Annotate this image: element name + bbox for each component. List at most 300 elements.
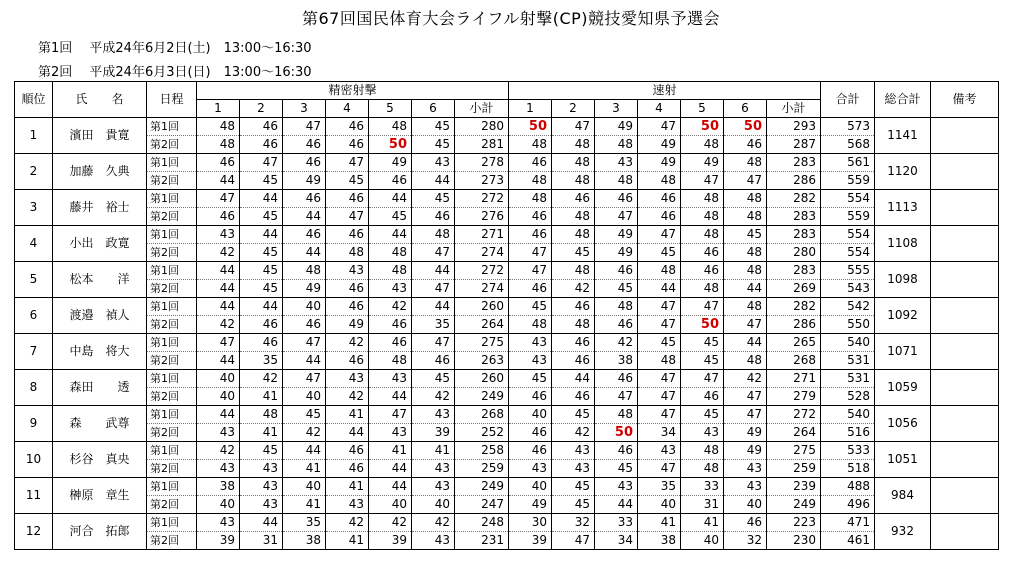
precision-subtotal: 281	[455, 136, 509, 154]
precision-score: 43	[197, 460, 240, 478]
total-cell: 554	[821, 190, 875, 208]
grand-total-cell: 1108	[875, 226, 931, 262]
table-row	[15, 172, 999, 190]
precision-score: 44	[240, 226, 283, 244]
precision-subtotal: 249	[455, 388, 509, 406]
precision-score: 43	[326, 262, 369, 280]
name-cell: 河合 拓郎	[53, 514, 147, 550]
header-precision-1: 1	[197, 100, 240, 118]
rank-cell: 6	[15, 298, 53, 334]
day-cell: 第1回	[147, 442, 197, 460]
rapid-subtotal: 265	[767, 334, 821, 352]
rapid-score: 40	[509, 406, 552, 424]
precision-score: 46	[197, 208, 240, 226]
precision-subtotal: 260	[455, 298, 509, 316]
precision-score: 43	[369, 370, 412, 388]
total-cell: 496	[821, 496, 875, 514]
rapid-score: 48	[509, 190, 552, 208]
rapid-subtotal: 293	[767, 118, 821, 136]
rapid-score: 46	[552, 352, 595, 370]
day-cell: 第2回	[147, 172, 197, 190]
rapid-score: 45	[552, 478, 595, 496]
precision-score: 40	[412, 496, 455, 514]
precision-score: 47	[412, 244, 455, 262]
precision-score: 46	[369, 316, 412, 334]
remarks-cell	[931, 154, 999, 190]
grand-total-cell: 1051	[875, 442, 931, 478]
precision-score: 44	[283, 208, 326, 226]
rapid-score: 47	[724, 388, 767, 406]
rapid-score: 49	[595, 118, 638, 136]
rapid-score: 47	[724, 316, 767, 334]
remarks-cell	[931, 478, 999, 514]
rapid-subtotal: 282	[767, 190, 821, 208]
remarks-cell	[931, 334, 999, 370]
remarks-cell	[931, 406, 999, 442]
rapid-score: 45	[638, 244, 681, 262]
rapid-subtotal: 286	[767, 172, 821, 190]
table-row	[15, 298, 999, 316]
precision-score: 43	[412, 154, 455, 172]
precision-score: 45	[326, 172, 369, 190]
day-cell: 第2回	[147, 244, 197, 262]
rank-cell: 11	[15, 478, 53, 514]
grand-total-cell: 1113	[875, 190, 931, 226]
precision-score: 46	[197, 154, 240, 172]
rapid-score: 47	[552, 532, 595, 550]
precision-subtotal: 249	[455, 478, 509, 496]
table-row	[15, 316, 999, 334]
precision-score: 46	[326, 118, 369, 136]
precision-score: 40	[197, 388, 240, 406]
precision-score: 45	[283, 406, 326, 424]
precision-subtotal: 260	[455, 370, 509, 388]
precision-score: 46	[240, 334, 283, 352]
total-cell: 555	[821, 262, 875, 280]
rapid-score: 32	[552, 514, 595, 532]
precision-score: 47	[369, 406, 412, 424]
day-cell: 第2回	[147, 136, 197, 154]
table-row	[15, 154, 999, 172]
remarks-cell	[931, 190, 999, 226]
rapid-score: 47	[509, 262, 552, 280]
rapid-score: 43	[724, 460, 767, 478]
rapid-score: 48	[681, 208, 724, 226]
precision-score: 46	[326, 226, 369, 244]
precision-score: 48	[326, 244, 369, 262]
rapid-score: 48	[681, 280, 724, 298]
rapid-subtotal: 283	[767, 262, 821, 280]
precision-score: 48	[240, 406, 283, 424]
header-rapid-4: 4	[638, 100, 681, 118]
precision-score: 43	[412, 460, 455, 478]
total-cell: 461	[821, 532, 875, 550]
day-cell: 第2回	[147, 424, 197, 442]
rapid-score: 45	[681, 406, 724, 424]
rapid-score: 49	[595, 226, 638, 244]
rapid-score: 45	[595, 280, 638, 298]
rapid-score: 47	[638, 460, 681, 478]
rapid-score: 43	[595, 154, 638, 172]
precision-score: 41	[240, 388, 283, 406]
rapid-score: 43	[509, 352, 552, 370]
rapid-score: 50	[681, 118, 724, 136]
day-cell: 第1回	[147, 226, 197, 244]
rapid-score: 48	[724, 154, 767, 172]
rapid-score: 47	[681, 172, 724, 190]
rapid-subtotal: 223	[767, 514, 821, 532]
precision-score: 46	[369, 334, 412, 352]
precision-score: 45	[412, 118, 455, 136]
precision-score: 40	[283, 298, 326, 316]
rapid-score: 45	[552, 496, 595, 514]
table-row	[15, 334, 999, 352]
precision-score: 44	[369, 190, 412, 208]
rapid-score: 42	[552, 280, 595, 298]
precision-score: 43	[412, 478, 455, 496]
precision-score: 31	[240, 532, 283, 550]
rapid-subtotal: 283	[767, 208, 821, 226]
precision-score: 46	[240, 316, 283, 334]
grand-total-cell: 1092	[875, 298, 931, 334]
rapid-subtotal: 283	[767, 226, 821, 244]
precision-score: 46	[326, 190, 369, 208]
precision-score: 44	[283, 244, 326, 262]
day-cell: 第2回	[147, 316, 197, 334]
rapid-score: 48	[724, 352, 767, 370]
rapid-score: 44	[724, 280, 767, 298]
rapid-score: 50	[595, 424, 638, 442]
rapid-score: 41	[681, 514, 724, 532]
rapid-score: 46	[638, 208, 681, 226]
day-cell: 第1回	[147, 262, 197, 280]
precision-score: 46	[412, 352, 455, 370]
rapid-score: 46	[595, 370, 638, 388]
total-cell: 554	[821, 226, 875, 244]
remarks-cell	[931, 118, 999, 154]
page-title: 第67回国民体育大会ライフル射撃(CP)競技愛知県予選会	[301, 9, 721, 28]
precision-score: 44	[283, 442, 326, 460]
rapid-subtotal: 239	[767, 478, 821, 496]
day-cell: 第1回	[147, 118, 197, 136]
precision-score: 46	[326, 280, 369, 298]
rapid-score: 48	[681, 442, 724, 460]
rapid-score: 40	[509, 478, 552, 496]
precision-score: 47	[412, 334, 455, 352]
precision-score: 35	[240, 352, 283, 370]
rapid-score: 46	[595, 442, 638, 460]
remarks-cell	[931, 442, 999, 478]
precision-score: 48	[412, 226, 455, 244]
header-rank: 順位	[15, 82, 53, 118]
total-cell: 561	[821, 154, 875, 172]
rapid-score: 39	[509, 532, 552, 550]
precision-score: 44	[197, 280, 240, 298]
precision-score: 44	[412, 262, 455, 280]
precision-score: 35	[412, 316, 455, 334]
rapid-score: 35	[638, 478, 681, 496]
rapid-score: 47	[638, 298, 681, 316]
grand-total-cell: 1141	[875, 118, 931, 154]
precision-score: 47	[283, 370, 326, 388]
rapid-score: 48	[552, 208, 595, 226]
precision-score: 47	[283, 334, 326, 352]
precision-score: 40	[283, 478, 326, 496]
rapid-score: 46	[509, 442, 552, 460]
total-cell: 559	[821, 208, 875, 226]
precision-score: 44	[197, 406, 240, 424]
rapid-score: 43	[724, 478, 767, 496]
rank-cell: 4	[15, 226, 53, 262]
precision-score: 43	[369, 280, 412, 298]
rapid-score: 40	[638, 496, 681, 514]
precision-score: 46	[326, 298, 369, 316]
table-row	[15, 424, 999, 442]
precision-score: 39	[369, 532, 412, 550]
rapid-score: 48	[595, 298, 638, 316]
precision-score: 47	[326, 154, 369, 172]
precision-score: 44	[240, 190, 283, 208]
rapid-score: 48	[681, 226, 724, 244]
rapid-score: 48	[552, 172, 595, 190]
precision-score: 45	[412, 136, 455, 154]
table-row	[15, 388, 999, 406]
precision-score: 44	[369, 460, 412, 478]
precision-score: 44	[369, 388, 412, 406]
precision-score: 47	[197, 334, 240, 352]
precision-score: 43	[326, 370, 369, 388]
total-cell: 518	[821, 460, 875, 478]
rapid-score: 38	[638, 532, 681, 550]
header-precision-3: 3	[283, 100, 326, 118]
precision-subtotal: 248	[455, 514, 509, 532]
table-row	[15, 208, 999, 226]
precision-subtotal: 247	[455, 496, 509, 514]
precision-score: 42	[197, 442, 240, 460]
precision-score: 43	[240, 478, 283, 496]
table-row	[15, 244, 999, 262]
rapid-score: 43	[681, 424, 724, 442]
rapid-score: 45	[724, 226, 767, 244]
precision-score: 42	[326, 334, 369, 352]
rapid-score: 48	[552, 154, 595, 172]
precision-subtotal: 275	[455, 334, 509, 352]
rapid-score: 44	[552, 370, 595, 388]
precision-score: 48	[283, 262, 326, 280]
name-cell: 藤井 裕士	[53, 190, 147, 226]
rapid-subtotal: 279	[767, 388, 821, 406]
rapid-score: 48	[638, 352, 681, 370]
rapid-subtotal: 259	[767, 460, 821, 478]
day-cell: 第1回	[147, 514, 197, 532]
name-cell: 加藤 久典	[53, 154, 147, 190]
precision-score: 40	[283, 388, 326, 406]
day-cell: 第1回	[147, 334, 197, 352]
precision-score: 43	[412, 532, 455, 550]
rapid-score: 46	[509, 208, 552, 226]
rapid-score: 45	[595, 460, 638, 478]
table-row	[15, 532, 999, 550]
precision-score: 40	[369, 496, 412, 514]
rapid-score: 45	[681, 352, 724, 370]
precision-subtotal: 258	[455, 442, 509, 460]
rapid-score: 44	[724, 334, 767, 352]
total-cell: 559	[821, 172, 875, 190]
header-remarks: 備考	[931, 82, 999, 118]
rapid-score: 48	[724, 244, 767, 262]
precision-score: 47	[283, 118, 326, 136]
rapid-subtotal: 230	[767, 532, 821, 550]
precision-score: 46	[326, 460, 369, 478]
rapid-subtotal: 271	[767, 370, 821, 388]
precision-score: 42	[369, 514, 412, 532]
total-cell: 568	[821, 136, 875, 154]
header-precision-5: 5	[369, 100, 412, 118]
rank-cell: 9	[15, 406, 53, 442]
precision-score: 46	[283, 226, 326, 244]
table-row	[15, 478, 999, 496]
precision-score: 38	[283, 532, 326, 550]
day-cell: 第1回	[147, 298, 197, 316]
rapid-score: 46	[509, 154, 552, 172]
day-cell: 第1回	[147, 370, 197, 388]
rapid-score: 46	[509, 388, 552, 406]
total-cell: 573	[821, 118, 875, 136]
precision-subtotal: 263	[455, 352, 509, 370]
table-row	[15, 280, 999, 298]
rapid-score: 48	[595, 172, 638, 190]
rapid-score: 42	[552, 424, 595, 442]
precision-subtotal: 278	[455, 154, 509, 172]
rapid-subtotal: 269	[767, 280, 821, 298]
day-cell: 第2回	[147, 532, 197, 550]
rapid-score: 46	[552, 388, 595, 406]
rapid-score: 47	[638, 388, 681, 406]
rapid-subtotal: 287	[767, 136, 821, 154]
grand-total-cell: 1098	[875, 262, 931, 298]
name-cell: 渡邉 禎人	[53, 298, 147, 334]
rapid-score: 32	[724, 532, 767, 550]
rapid-score: 34	[638, 424, 681, 442]
header-precision: 精密射撃	[197, 82, 509, 100]
table-row	[15, 460, 999, 478]
precision-score: 45	[412, 370, 455, 388]
rapid-score: 50	[724, 118, 767, 136]
session-1-info: 第1回 平成24年6月2日(土) 13:00〜16:30	[38, 41, 312, 56]
rapid-score: 48	[681, 190, 724, 208]
precision-score: 43	[326, 496, 369, 514]
rapid-score: 43	[552, 442, 595, 460]
rapid-score: 49	[638, 136, 681, 154]
precision-score: 41	[283, 460, 326, 478]
name-cell: 榊原 章生	[53, 478, 147, 514]
rapid-score: 40	[681, 532, 724, 550]
precision-score: 45	[240, 208, 283, 226]
header-precision-2: 2	[240, 100, 283, 118]
rank-cell: 8	[15, 370, 53, 406]
precision-score: 42	[412, 388, 455, 406]
name-cell: 中島 将大	[53, 334, 147, 370]
rapid-score: 49	[638, 154, 681, 172]
rapid-score: 45	[509, 370, 552, 388]
precision-score: 44	[412, 298, 455, 316]
precision-score: 48	[369, 352, 412, 370]
rapid-score: 45	[552, 244, 595, 262]
table-row	[15, 496, 999, 514]
table-row	[15, 370, 999, 388]
total-cell: 543	[821, 280, 875, 298]
rapid-subtotal: 280	[767, 244, 821, 262]
header-rapid-1: 1	[509, 100, 552, 118]
rank-cell: 12	[15, 514, 53, 550]
precision-score: 41	[412, 442, 455, 460]
rapid-score: 49	[724, 442, 767, 460]
rank-cell: 1	[15, 118, 53, 154]
grand-total-cell: 1120	[875, 154, 931, 190]
precision-score: 49	[283, 280, 326, 298]
rapid-score: 47	[638, 226, 681, 244]
rapid-score: 49	[724, 424, 767, 442]
header-rapid-6: 6	[724, 100, 767, 118]
precision-score: 44	[197, 172, 240, 190]
rapid-subtotal: 272	[767, 406, 821, 424]
precision-score: 47	[326, 208, 369, 226]
name-cell: 濱田 貴寛	[53, 118, 147, 154]
rapid-score: 47	[638, 406, 681, 424]
rapid-score: 43	[638, 442, 681, 460]
rapid-score: 50	[509, 118, 552, 136]
rapid-score: 47	[724, 406, 767, 424]
rapid-score: 46	[509, 226, 552, 244]
day-cell: 第2回	[147, 460, 197, 478]
rapid-score: 46	[552, 298, 595, 316]
rapid-score: 43	[509, 460, 552, 478]
precision-subtotal: 252	[455, 424, 509, 442]
rapid-score: 47	[681, 370, 724, 388]
precision-score: 44	[283, 352, 326, 370]
precision-score: 45	[240, 172, 283, 190]
precision-score: 46	[283, 154, 326, 172]
precision-score: 42	[197, 316, 240, 334]
rank-cell: 7	[15, 334, 53, 370]
precision-subtotal: 280	[455, 118, 509, 136]
rapid-score: 46	[552, 190, 595, 208]
rapid-score: 44	[595, 496, 638, 514]
header-rapid: 速射	[509, 82, 821, 100]
precision-score: 41	[326, 532, 369, 550]
rapid-score: 48	[724, 190, 767, 208]
header-row-1	[15, 82, 999, 100]
precision-score: 48	[369, 118, 412, 136]
precision-score: 46	[283, 136, 326, 154]
rapid-score: 44	[638, 280, 681, 298]
precision-score: 45	[240, 244, 283, 262]
precision-score: 44	[412, 172, 455, 190]
precision-score: 46	[326, 352, 369, 370]
rapid-score: 43	[552, 460, 595, 478]
precision-score: 46	[240, 118, 283, 136]
grand-total-cell: 1071	[875, 334, 931, 370]
rapid-score: 48	[509, 316, 552, 334]
rapid-score: 48	[724, 262, 767, 280]
rapid-score: 46	[681, 262, 724, 280]
rapid-score: 38	[595, 352, 638, 370]
total-cell: 488	[821, 478, 875, 496]
precision-score: 47	[412, 280, 455, 298]
table-row	[15, 118, 999, 136]
table-row	[15, 442, 999, 460]
precision-subtotal: 276	[455, 208, 509, 226]
